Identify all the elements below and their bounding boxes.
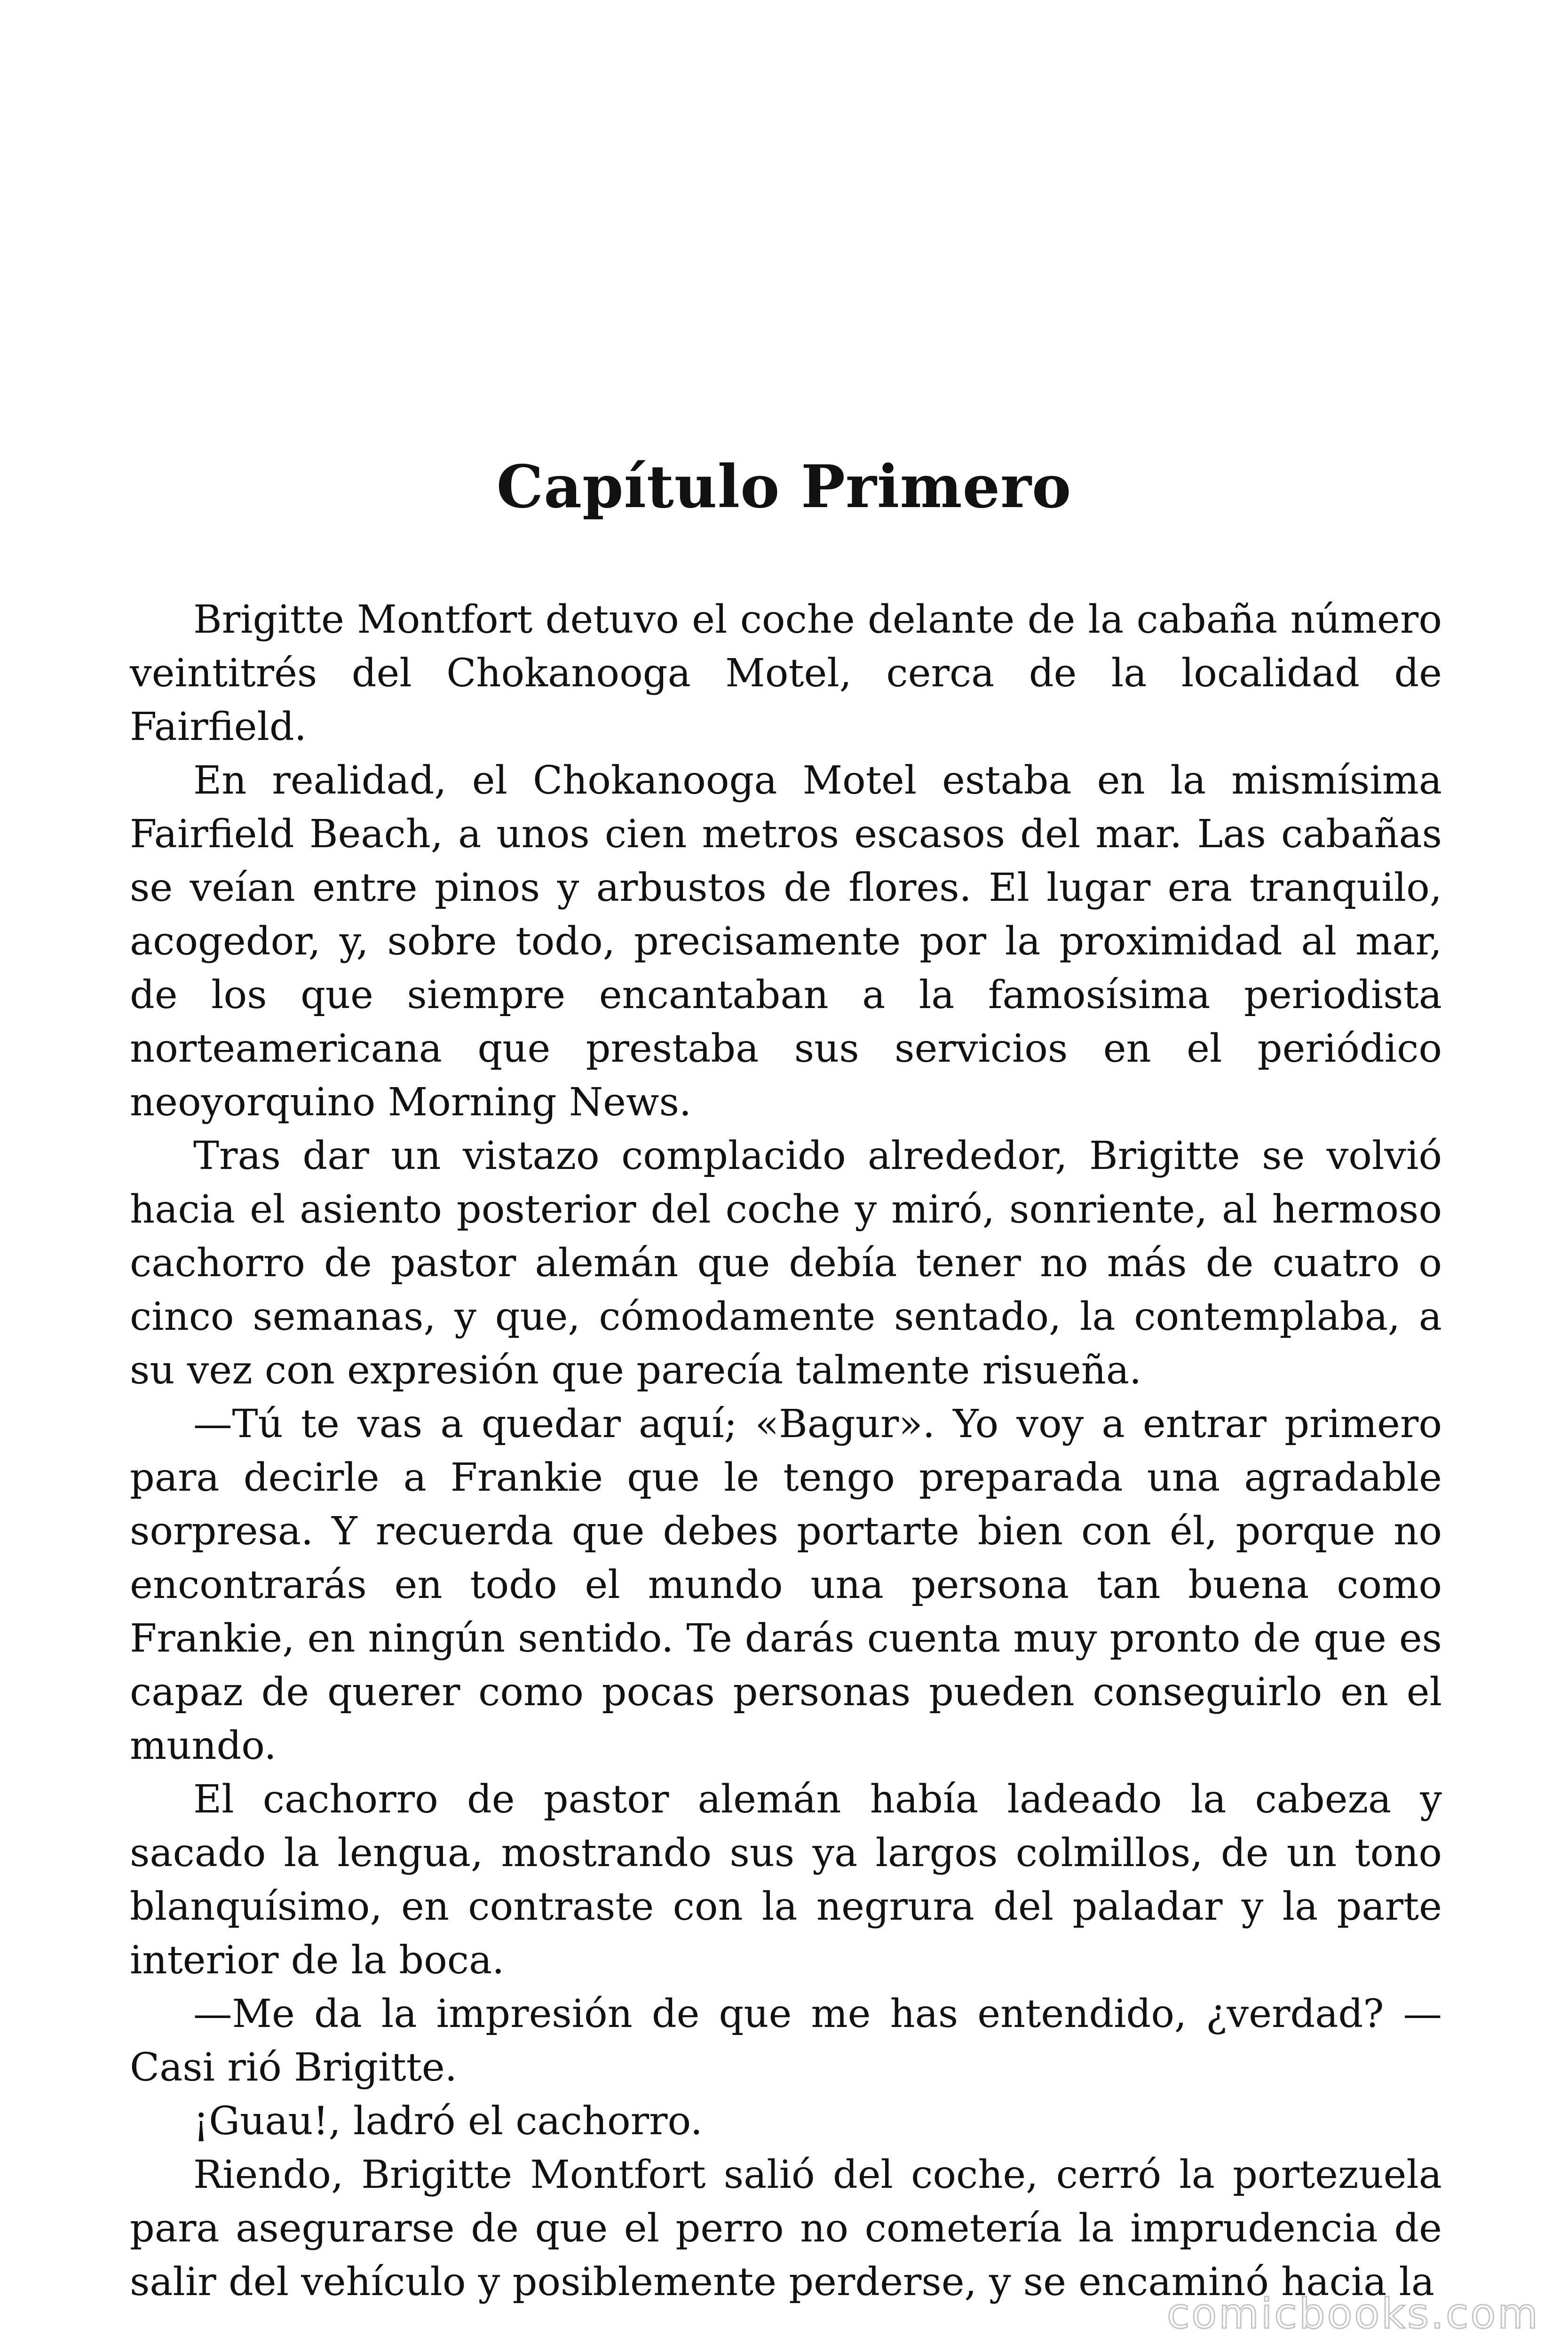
paragraph: ¡Guau!, ladró el cachorro. bbox=[193, 2098, 703, 2144]
chapter-title: Capítulo Primero bbox=[496, 453, 1072, 521]
paragraph: Tras dar un vistazo complacido alrededor, Brigitte se volvió hacia el asiento posterior del coche y miró, sonriente, al hermoso cachorro de pastor alemán que debía tener no más de cuatro o cinco semanas, y que, cómodamente sentado, la contemplaba, a su vez con expresión que parecía talmente risueña. bbox=[130, 1133, 1442, 1393]
paragraph: Brigitte Montfort detuvo el coche delante de la cabaña número veintitrés del Chokanooga Motel, cerca de la localidad de Fairfield. bbox=[130, 597, 1442, 749]
paragraph: En realidad, el Chokanooga Motel estaba en la mismísima Fairfield Beach, a unos cien metros escasos del mar. Las cabañas se veían entre pinos y arbustos de flores. El lugar era tranquilo, acogedor, y, sobre todo, precisamente por la proximidad al mar, de los que siempre encantaban a la famosísima periodista norteamericana que prestaba sus servicios en el periódico neoyorquino Morning News. bbox=[130, 758, 1442, 1125]
paragraph: —Me da la impresión de que me has entendido, ¿verdad? —Casi rió Brigitte. bbox=[130, 1991, 1442, 2090]
watermark: comicbooks.com bbox=[1166, 2289, 1540, 2338]
chapter-body bbox=[130, 593, 1442, 2309]
paragraph: Riendo, Brigitte Montfort salió del coche, cerró la portezuela para asegurarse de que el perro no cometería la imprudencia de salir del vehículo y posiblemente perderse, y se encaminó hacia la bbox=[130, 2152, 1442, 2304]
paragraph: El cachorro de pastor alemán había ladeado la cabeza y sacado la lengua, mostrando sus ya largos colmillos, de un tono blanquísimo, en contraste con la negrura del paladar y la parte interior de la boca. bbox=[130, 1777, 1442, 1983]
paragraph: —Tú te vas a quedar aquí; «Bagur». Yo voy a entrar primero para decirle a Frankie que le tengo preparada una agradable sorpresa. Y recuerda que debes portarte bien con él, porque no encontrarás en todo el mundo una persona tan buena como Frankie, en ningún sentido. Te darás cuenta muy pronto de que es capaz de querer como pocas personas pueden conseguirlo en el mundo. bbox=[130, 1401, 1442, 1768]
